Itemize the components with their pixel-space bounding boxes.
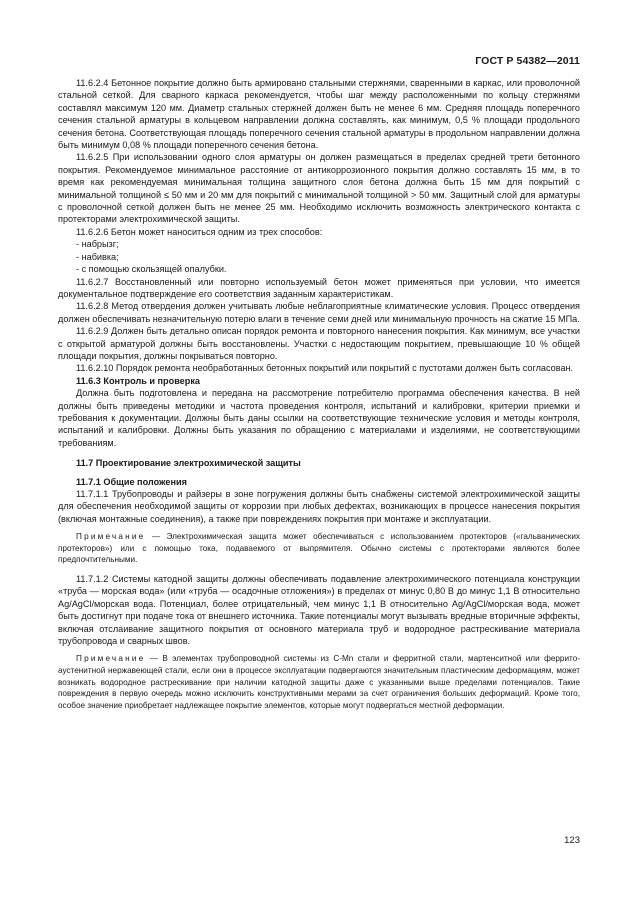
note-2 <box>58 653 580 711</box>
heading-11-7: 11.7 Проектирование электрохимической защиты <box>76 458 301 469</box>
paragraph-11-6-2-10: 11.6.2.10 Порядок ремонта необработанных бетонных покрытий или покрытий с пустотами должен быть согласован. <box>76 363 574 374</box>
page-number: 123 <box>564 835 580 846</box>
paragraph-11-7-1-1: 11.7.1.1 Трубопроводы и райзеры в зоне погружения должны быть снабжены системой электрохимической защиты для обеспечения необходимой защиты от коррозии при любых дефектах, возникающих в процессе нанесения покрытия (включая монтажные соединения), а также при повреждениях покрытия при монтаже и эксплуатации. <box>58 489 580 524</box>
list-item-packing: - набивка; <box>76 251 119 262</box>
document-header: ГОСТ Р 54382—2011 <box>475 55 580 67</box>
list-item-spray: - набрызг; <box>76 239 119 250</box>
document-body <box>58 77 580 718</box>
note-1-text: — Электрохимическая защита может обеспечиваться с использованием протекторов («гальванических протекторов») или с помощью тока, подаваемого от выпрямителя. Обычно системы с протекторами являются более предпочтительными. <box>58 532 580 565</box>
note-1 <box>58 531 580 566</box>
paragraph-11-6-2-8: 11.6.2.8 Метод отвердения должен учитывать любые неблагоприятные климатические условия. Процесс отвердения должен обеспечивать незначительную потерю влаги в течение семи дней или минимальную прочность на сжатие 15 МПа. <box>58 301 580 324</box>
paragraph-11-6-2-5: 11.6.2.5 При использовании одного слоя арматуры он должен размещаться в пределах средней трети бетонного покрытия. Рекомендуемое минимальное расстояние от антикоррозионного покрытия должно составлять 15 мм, в то время как рекомендуемая минимальная толщина защитного слоя бетона должна быть 15 мм для покрытий с минимальной толщиной ≤ 50 мм и 20 мм для покрытий с минимальной толщиной > 50 мм. Защитный слой для арматуры с проволочной сеткой должен быть не менее 25 мм. Необходимо исключить возможность электрического контакта с протекторами электрохимической защиты. <box>58 152 580 225</box>
note-2-text: — В элементах трубопроводной системы из С-Mn стали и ферритной стали, мартенситной или феррито-аустенитной нержавеющей стали, если они в процессе эксплуатации подвергаются значительным пластическим деформациям, может возникать водородное растрескивание при наличии катодной защиты даже с указанными выше пределами потенциалов. Такие повреждения в первую очередь можно исключить конструктивными мерами за счет ограничения больших деформаций. Кроме того, особое значение приобретает надлежащее покрытие элементов, которые могут подвергаться местной деформации. <box>58 654 580 710</box>
paragraph-11-7-1-2: 11.7.1.2 Системы катодной защиты должны обеспечивать подавление электрохимического потенциала конструкции «труба — морская вода» (или «труба — осадочные отложения») в пределах от минус 0,80 В до минус 1,1 В относительно Ag/AgCl/морская вода. Потенциал, более отрицательный, чем минус 1,1 В относительно Ag/AgCl/морская вода, может быть достигнут при подаче тока от внешнего источника. Такие потенциалы могут вызывать вредные вторичные эффекты, включая отслаивание защитного покрытия от основного материала труб и водородное растрескивание материала трубопровода и сварных швов. <box>58 574 580 647</box>
paragraph-11-6-2-9: 11.6.2.9 Должен быть детально описан порядок ремонта и повторного нанесения покрытия. Как минимум, все участки с открытой арматурой должны быть восстановлены. Участки с недостающим покрытием, превышающие 10 % общей площади покрытия, должны покрываться повторно. <box>58 326 580 361</box>
paragraph-11-6-2-4: 11.6.2.4 Бетонное покрытие должно быть армировано стальными стержнями, сваренными в каркас, или проволочной стальной сеткой. Для сварного каркаса рекомендуется, чтобы шаг между расположенными по кольцу стержнями составлял максимум 120 мм. Диаметр стальных стержней должен быть не менее 6 мм. Средняя площадь поперечного сечения стальной арматуры в кольцевом направлении должна составлять, как минимум, 0,5 % площади продольного сечения бетона. Соответствующая площадь поперечного сечения стальной арматуры в продольном направлении должна быть минимум 0,08 % площади поперечного сечения бетона. <box>58 78 580 151</box>
note-1-label: Примечание <box>76 532 146 542</box>
paragraph-11-6-2-7: 11.6.2.7 Восстановленный или повторно используемый бетон может применяться при условии, что имеется документальное подтверждение его соответствия заданным характеристикам. <box>58 276 580 299</box>
paragraph-11-6-3: Должна быть подготовлена и передана на рассмотрение потребителю программа обеспечения качества. В ней должны быть приведены методики и частота проведения контроля, испытаний и калибровки, критерии приемки и требования к документации. Должны быть даны ссылки на соответствующие технические условия и методы контроля, испытаний и калибровки. Должны быть указания по обращению с материалами и изделиями, не соответствующими требованиям. <box>58 388 580 448</box>
heading-11-7-1: 11.7.1 Общие положения <box>76 476 187 487</box>
heading-11-6-3: 11.6.3 Контроль и проверка <box>76 375 200 386</box>
note-2-label: Примечание <box>76 654 146 664</box>
paragraph-11-6-2-6: 11.6.2.6 Бетон может наноситься одним из трех способов: <box>76 226 323 237</box>
list-item-slipform: - с помощью скользящей опалубки. <box>76 264 227 275</box>
